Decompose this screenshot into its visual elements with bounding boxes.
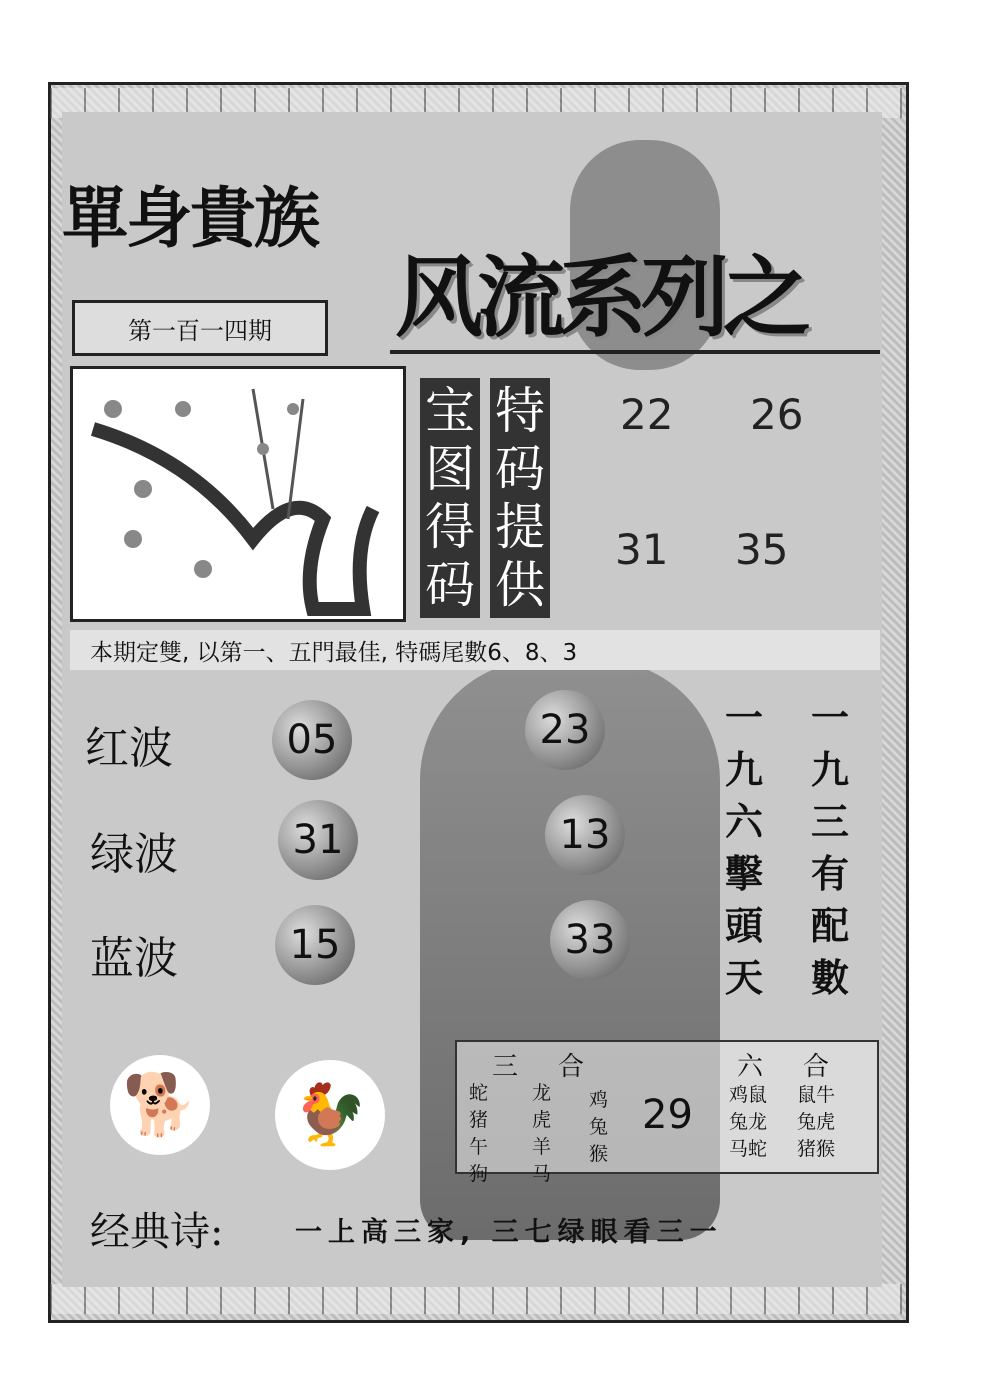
zodiac: 兔 [589, 1116, 609, 1138]
ball [525, 690, 605, 770]
ball [545, 795, 625, 875]
rooster-icon: 🐓 [275, 1060, 385, 1170]
vchar: 六 [724, 800, 763, 844]
ball-number: 31 [292, 817, 344, 863]
vchar: 三 [810, 800, 849, 844]
series-title: 风流系列之 [395, 246, 806, 349]
vchar: 配 [810, 904, 849, 948]
ball-number: 13 [559, 812, 611, 858]
title-char: 六 [737, 1052, 804, 1082]
vchar: 頭 [724, 904, 763, 948]
vchar: 一 [724, 696, 763, 740]
period-label: 第一百一四期 [72, 300, 328, 356]
zodiac: 鸡 [589, 1089, 609, 1111]
zodiac-pair: 鼠牛 [797, 1084, 836, 1106]
liuhe-title [737, 1046, 869, 1083]
zodiac-pair: 马蛇 [729, 1138, 768, 1160]
promo-char: 得 [425, 498, 475, 556]
ball-number: 23 [539, 707, 591, 753]
title-char: 合 [558, 1052, 625, 1082]
promo-char: 码 [495, 440, 545, 498]
zodiac: 马 [532, 1163, 552, 1185]
zodiac: 狗 [469, 1163, 489, 1185]
zodiac: 龙 [532, 1082, 552, 1104]
vchar: 擊 [724, 852, 763, 896]
sanhe-col [469, 1080, 489, 1188]
zodiac: 猪 [469, 1109, 489, 1131]
plum-tree-icon [73, 369, 403, 619]
ball-number: 15 [289, 922, 341, 968]
promo-char: 码 [425, 556, 475, 614]
zodiac-box [455, 1040, 879, 1185]
ball [272, 700, 352, 780]
zodiac-pair: 兔虎 [797, 1111, 836, 1133]
dog-icon: 🐕 [110, 1055, 210, 1155]
promo-char: 宝 [425, 382, 475, 440]
zodiac: 蛇 [469, 1082, 489, 1104]
poem-label: 经典诗: [90, 1209, 224, 1255]
sanhe-col [532, 1080, 552, 1188]
vchar: 九 [810, 748, 849, 792]
ball [550, 900, 630, 980]
promo-char: 特 [495, 382, 545, 440]
ball [275, 905, 355, 985]
vertical-text-2 [808, 692, 852, 1004]
number: 22 [620, 390, 674, 439]
zodiac-pair: 鸡鼠 [729, 1084, 768, 1106]
poem-text: 一上高三家, 三七绿眼看三一 [295, 1217, 723, 1248]
vertical-text-1 [722, 692, 766, 1004]
divider [390, 350, 880, 354]
promo-char: 提 [495, 498, 545, 556]
ball-number: 33 [564, 917, 616, 963]
number: 35 [735, 525, 789, 574]
wave-label: 蓝波 [90, 933, 178, 984]
wave-label: 绿波 [90, 829, 178, 880]
vchar: 一 [810, 696, 849, 740]
promo-col-1 [420, 378, 480, 618]
zodiac-pair: 猪猴 [797, 1138, 836, 1160]
number: 26 [750, 390, 804, 439]
sanhe-col [589, 1087, 609, 1168]
vchar: 有 [810, 852, 849, 896]
zodiac: 猴 [589, 1143, 609, 1165]
promo-col-2 [490, 378, 550, 618]
promo-char: 供 [495, 556, 545, 614]
vchar: 數 [810, 956, 849, 1000]
bottom-border-pattern [50, 1284, 902, 1314]
sanhe-title [492, 1046, 624, 1083]
vchar: 天 [724, 956, 763, 1000]
tip-strip: 本期定雙, 以第一、五門最佳, 特碼尾數6、8、3 [70, 630, 880, 670]
number: 31 [615, 525, 669, 574]
ball [278, 800, 358, 880]
liuhe-col [797, 1082, 835, 1163]
page-title: 單身貴族 [62, 179, 318, 257]
vchar: 九 [724, 748, 763, 792]
title-char: 三 [492, 1052, 559, 1082]
special-number: 29 [642, 1092, 693, 1138]
zodiac: 羊 [532, 1136, 552, 1158]
zodiac: 午 [469, 1136, 489, 1158]
title-char: 合 [803, 1052, 870, 1082]
liuhe-col [729, 1082, 767, 1163]
wave-label: 红波 [85, 723, 173, 774]
ball-number: 05 [286, 717, 338, 763]
promo-char: 图 [425, 440, 475, 498]
zodiac: 虎 [532, 1109, 552, 1131]
zodiac-pair: 兔龙 [729, 1111, 768, 1133]
plum-tree-image [70, 366, 406, 622]
